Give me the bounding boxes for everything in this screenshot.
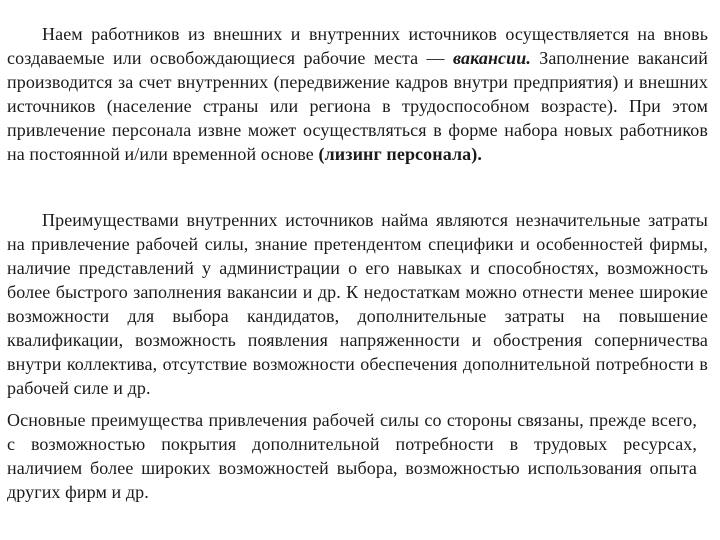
emphasis-term-leasing: (лизинг персонала).	[318, 144, 482, 164]
paragraph-text: Наем работников из внешних и внутренних источников осуществляется на вновь создаваемые или освобождающиеся рабочие места —	[7, 24, 708, 68]
paragraph-recruitment-sources	[7, 22, 708, 166]
paragraph-internal-sources: Преимуществами внутренних источников найма являются незначительные затраты на привлечение рабочей силы, знание претендентом специфики и особенностей фирмы, наличие представлений у администрации о его навыках и способностях, возможность более быстрого заполнения вакансии и др. К недостаткам можно отнести менее широкие возможности для выбора кандидатов, дополнительные затраты на повышение квалификации, возможность появления напряженности и обострения соперничества внутри коллектива, отсутствие возможности обеспечения дополнительной потребности в рабочей силе и др.	[7, 210, 708, 398]
emphasis-term-vacancies: вакансии.	[452, 48, 531, 68]
paragraph-external-advantages: Основные преимущества привлечения рабочей силы со стороны связаны, прежде всего, с возможностью покрытия дополнительной потребности в трудовых ресурсах, наличием более широких возможностей выбора, возможностью использования опыта других фирм и др.	[7, 410, 697, 502]
paragraph-text: Заполнение вакансий производится за счет внутренних (передвижение кадров внутри предприятия) и внешних источников (население страны или региона в трудоспособном возрасте). При этом привлечение персонала извне может осуществляться в форме набора новых работников на постоянной и/или временной основе	[7, 48, 708, 164]
